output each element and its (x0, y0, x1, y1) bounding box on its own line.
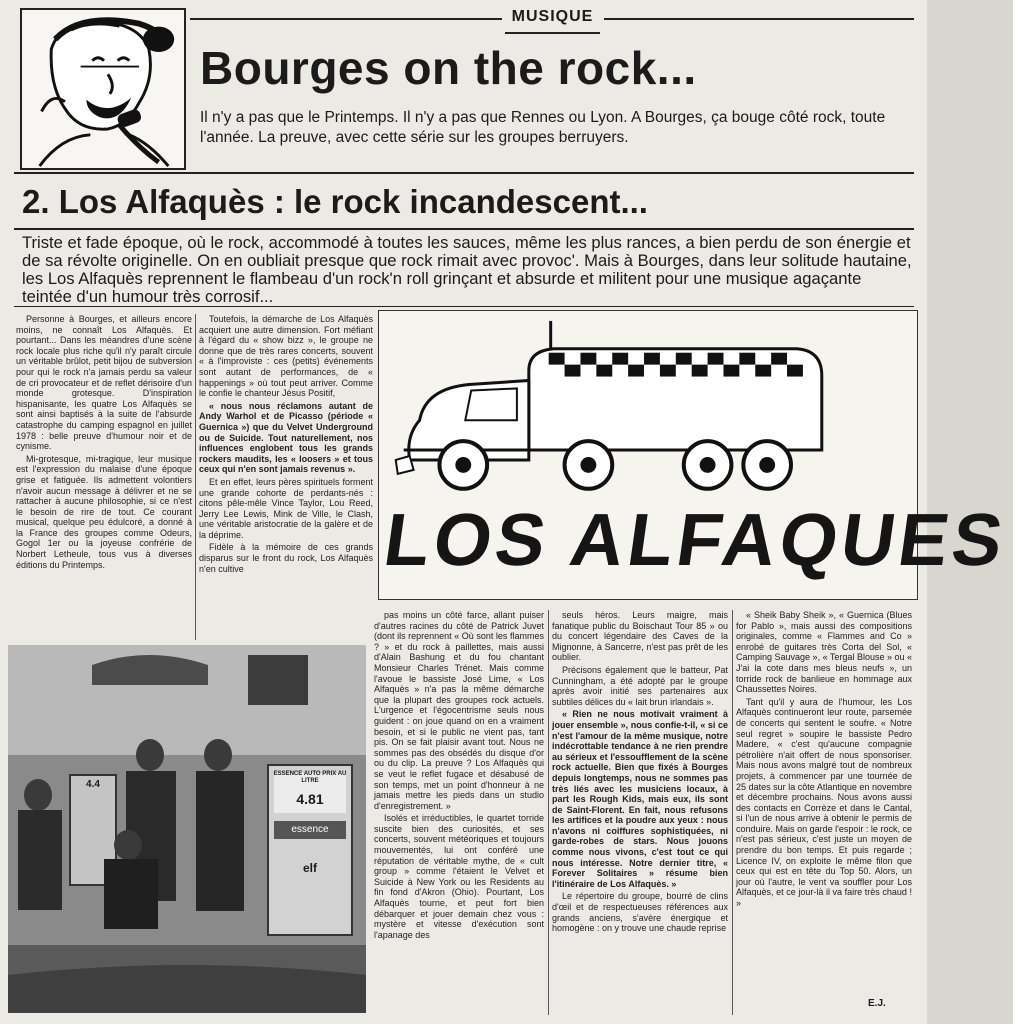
elf-logo: elf (302, 861, 317, 875)
headline: Bourges on the rock... (200, 42, 697, 94)
subheadline: Il n'y a pas que le Printemps. Il n'y a pas que Rennes ou Lyon. A Bourges, ça bouge côté rock, toute l'année. La preuve, avec cette série sur les groupes berruyers. (200, 109, 886, 146)
col2-paragraph: Et en effet, leurs pères spirituels forment une grande cohorte de perdants-nés : citons pêle-mêle Vince Taylor, Lou Reed, Jerry Lee Lewis, Mink de Ville, le Clash, une véritable aristocratie de la galère et de la déprime. (199, 476, 373, 540)
column-rule (548, 610, 549, 1015)
fuel-price-label: ESSENCE AUTO PRIX AU LITRE (273, 771, 347, 784)
col3-paragraph: Isolés et irréductibles, le quartet torride suscite bien des curiosités, et ses concerts, souvent météoriques et toujours mouvementés, lui ont conféré une réputation de véritable mythe, de « cult group » comme l'étaient le Velvet et Suicide à New York ou les Residents au fin fond d'Akron (Ohio). Pourtant, Los Alfaquès tourne, et peut fort bien débarquer et jouer demain chez vous : mystère et vitesse d'exécution sont l'apanage des (374, 813, 544, 940)
band-logo-text: LOS ALFAQUES (379, 498, 1012, 581)
column-4 (552, 610, 728, 1015)
col4-paragraph: Le répertoire du groupe, bourré de clins d'œil et de respectueuses références aux grands anciens, s'avère énergique et homogène : on y trouve une chaude reprise (552, 891, 728, 934)
column-3 (374, 610, 544, 1015)
col4-paragraph: seuls héros. Leurs maigre, mais fanatique public du Boischaut Tour 85 » ou du concert légendaire des Caves de la Mignonne, à Sancerre, n'est pas prêt de les oublier. (552, 610, 728, 663)
col1-paragraph: Personne à Bourges, et ailleurs encore moins, ne connaît Los Alfaquès. Et pourtant... Dans les méandres d'une scène rock locale plus riche qu'il n'y paraît circule un véritable brûlot, petit bijou de subversion pour qui le rock n'a jamais perdu sa valeur de cri provocateur et de reflet dérisoire d'un monde grotesque. D'inspiration hispanisante, les quatre Los Alfaquès se sont ainsi baptisés à la suite de l'absurde catastrophe du camping espagnol en juillet 1978 : belle preuve d'humour noir et de cynisme. (16, 314, 192, 452)
col5-paragraph: Tant qu'il y aura de l'humour, les Los Alfaquès continueront leur route, parsemée de concerts qui sentent le soufre. « Notre seul regret » soupire le bassiste Pedro Madere, « c'est qu'aucune compagnie pétrolière n'ait offert de nous sponsoriser. Mais nous avons malgré tout de nombreux projets, à commencer par une tournée de 25 dates sur la côte Atlantique en novembre et décembre prochains. Nous avons aussi des contacts en Corrèze et dans le Cantal, si l'un de nous arrive à obtenir le permis de conduire. Mais on garde l'espoir : le rock, ce n'est pas sérieux, c'est juste un moyen de prendre du bon temps. Et puis regarde ; Licence IV, on exploite le même filon que ceux qui est en tête du Top 50. Alors, un jour où l'autre, le vent va souffler pour Los Alfaquès, et ce jour-là il va faire très chaud ! » (736, 696, 912, 909)
col5-paragraph: « Sheik Baby Sheik », « Guernica (Blues for Pablo », mais aussi des compositions originales, comme « Flammes and Co » enrobé de guitares très Corta del Sol, « Camping Sauvage », « Tergal Blouse » ou « J'ai la cote dans mes bleus neufs », un torride rock de banlieue en hommage aux Chaussettes Noires. (736, 610, 912, 695)
pump-price-value: 4.4 (86, 779, 100, 790)
col4-paragraph: Précisons également que le batteur, Pat Cunningham, a été adopté par le groupe après avoir initié ses partenaires aux subtiles délices du « lait brun irlandais ». (552, 664, 728, 707)
col3-paragraph: pas moins un côté farce, allant puiser d'autres racines du côté de Patrick Juvet (dont ils reprennent « Où sont les flammes ? » et du rock à paillettes, mais aussi d'Alain Bashung et du fou chantant Monsieur Charles Trénet. Mais comme l'avoue le bassiste José Lime, « Los Alfaquès » n'a pas la même démarche que la plupart des groupes rock actuels. L'urgence et l'égocentrisme seuls nous guident : on joue quand on en a vraiment besoin, et si le public ne vient pas, tant pis. On se fait plaisir avant tout. Nous ne sommes pas des obsédés du disque d'or ou du clip. La preuve ? Los Alfaquès qui se veut le reflet fugace et désabusé de son temps, met un point d'honneur à ne jamais mettre les pieds dans un studio d'enregistrement. » (374, 610, 544, 811)
band-photo (8, 645, 366, 1013)
col2-paragraph: Toutefois, la démarche de Los Alfaquès acquiert une autre dimension. Fort méfiant à l'égard du « show bizz », le groupe ne donne que de très rares concerts, souvent « à l'improviste : ces (petits) événements sont autant de performances, de « happenings » où tout peut arriver. Comme le confie le chanteur Jésus Positif, (199, 314, 373, 399)
fuel-price-value: 4.81 (296, 791, 324, 807)
column-rule (732, 610, 733, 1015)
singer-drawing (22, 10, 184, 168)
lead-divider (14, 306, 914, 307)
column-2 (199, 314, 373, 640)
rubric-rule-right (604, 18, 914, 20)
column-rule (195, 314, 196, 640)
col1-paragraph: Mi-grotesque, mi-tragique, leur musique est l'expression du malaise d'une époque grise et fatiguée. Ils admettent volontiers n'avoir aucun message à délivrer et ne se rattacher à aucune philosophie, si ce n'est le besoin de rire de tout. Ce courant musical, quelque peu édulcoré, a donné à la France des groupes comme Odeurs, Gogol 1er ou la joyeuse confrérie de Norbert Letheule, tous vus à diverses éditions du Printemps. (16, 453, 192, 570)
rubric-rule-left (190, 18, 502, 20)
top-divider (14, 172, 914, 174)
essence-sign: essence (291, 824, 329, 835)
col4-paragraph: « Rien ne nous motivait vraiment à jouer ensemble », nous confie-t-il, « si ce n'est l'amour de la même musique, notre indécrottable tendance à ne rien prendre au sérieux et l'essoufflement de la scène rock actuelle. Bien que fixés à Bourges depuis longtemps, nous ne sommes pas très liés avec les musiciens locaux, à part les Rough Kids, mais eux, ils sont de Saint-Florent. En fait, nous refusons les artifices et la poudre aux yeux : nous n'avons ni coiffures sophistiquées, ni garde-robes de stars. Nous jouons comme nous vivons, c'est tout ce qui nous intéresse. Notre dernier titre, « Forever Solitaires » résume bien l'itinéraire de Los Alfaquès. » (552, 709, 728, 889)
author-signature: E.J. (868, 998, 886, 1009)
col2-paragraph: « nous nous réclamons autant de Andy Warhol et de Picasso (période « Guernica ») que du Velvet Underground ou de Suicide. Tout naturellement, nos influences englobent tous les grands rockers maudits, les « loosers » et tous ceux qui n'en sont jamais revenus ». (199, 400, 373, 475)
col2-paragraph: Fidèle à la mémoire de ces grands disparus sur le front du rock, Los Alfaquès n'en cultive (199, 542, 373, 574)
column-1 (16, 314, 192, 640)
lead-paragraph: Triste et fade époque, où le rock, accommodé à toutes les sauces, même les plus rances, a bien perdu de son énergie et de sa révolte originelle. On en oubliait presque que rock rimait avec provoc'. Mais à Bourges, dans leur solitude hautaine, les Los Alfaquès reprennent le flambeau d'un rock'n roll grinçant et absurde et militent pour une musique agaçante teintée d'un humour très corrosif... (22, 233, 912, 306)
section-label: MUSIQUE (505, 4, 600, 34)
article-title: 2. Los Alfaquès : le rock incandescent... (22, 183, 648, 220)
column-5 (736, 610, 912, 995)
title-divider (14, 228, 914, 230)
cartoon-singer-illustration (20, 8, 186, 170)
